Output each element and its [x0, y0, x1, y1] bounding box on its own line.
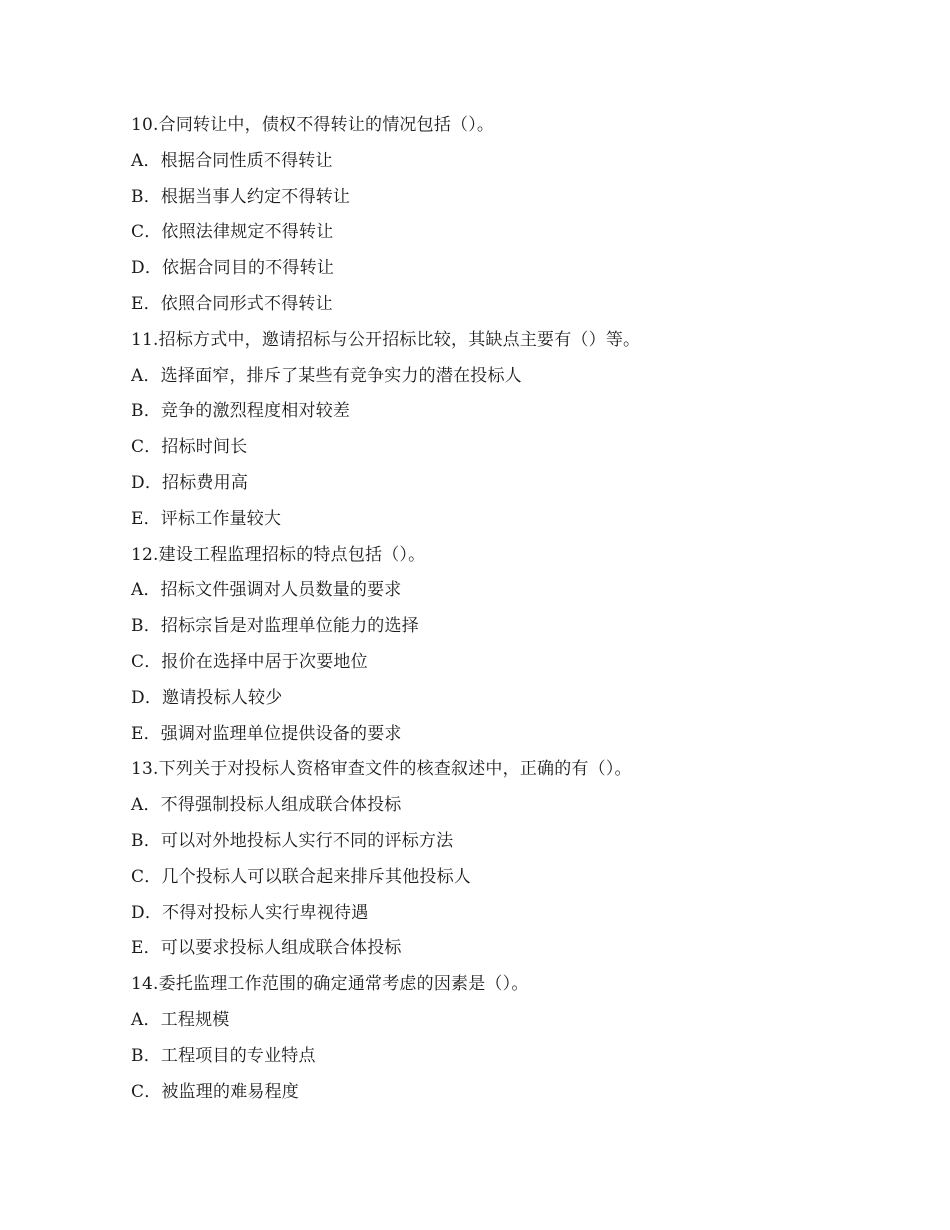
question-10-option-c: C．依照法律规定不得转让	[131, 222, 334, 243]
question-12-option-a: A．招标文件强调对人员数量的要求	[131, 580, 402, 601]
question-11-option-a: A．选择面窄，排斥了某些有竞争实力的潜在投标人	[131, 365, 522, 386]
question-13-option-e: E．可以要求投标人组成联合体投标	[131, 938, 402, 959]
question-12-option-e: E．强调对监理单位提供设备的要求	[131, 723, 402, 744]
question-14-option-b: B．工程项目的专业特点	[131, 1045, 316, 1066]
question-list	[131, 108, 891, 1110]
question-13-option-b: B．可以对外地投标人实行不同的评标方法	[131, 830, 454, 851]
question-13-option-a: A．不得强制投标人组成联合体投标	[131, 795, 402, 816]
question-12-stem: 12.建设工程监理招标的特点包括（）。	[131, 544, 426, 565]
question-10-stem: 10.合同转让中，债权不得转让的情况包括（）。	[131, 115, 495, 135]
question-10-option-e: E．依照合同形式不得转让	[131, 293, 333, 314]
question-14-option-c: C．被监理的难易程度	[131, 1081, 300, 1102]
question-14-stem: 14.委托监理工作范围的确定通常考虑的因素是（）。	[131, 974, 529, 995]
question-12-option-b: B．招标宗旨是对监理单位能力的选择	[131, 616, 419, 637]
question-12-option-d: D．邀请投标人较少	[131, 687, 283, 708]
question-11-stem: 11.招标方式中，邀请招标与公开招标比较，其缺点主要有（）等。	[131, 329, 641, 350]
question-11-option-e: E．评标工作量较大	[131, 508, 282, 529]
question-14-option-a: A．工程规模	[131, 1009, 230, 1030]
question-10-option-a: A．根据合同性质不得转让	[131, 150, 333, 171]
question-11-option-c: C．招标时间长	[131, 437, 248, 458]
question-10-option-d: D．依据合同目的不得转让	[131, 258, 335, 279]
question-11-option-b: B．竞争的激烈程度相对较差	[131, 401, 351, 422]
question-13-option-d: D．不得对投标人实行卑视待遇	[131, 902, 369, 923]
question-13-option-c: C．几个投标人可以联合起来排斥其他投标人	[131, 866, 472, 887]
question-10-option-b: B．根据当事人约定不得转让	[131, 186, 351, 207]
question-11-option-d: D．招标费用高	[131, 472, 249, 493]
question-13-stem: 13.下列关于对投标人资格审查文件的核查叙述中，正确的有（）。	[131, 759, 632, 780]
question-12-option-c: C．报价在选择中居于次要地位	[131, 651, 368, 672]
